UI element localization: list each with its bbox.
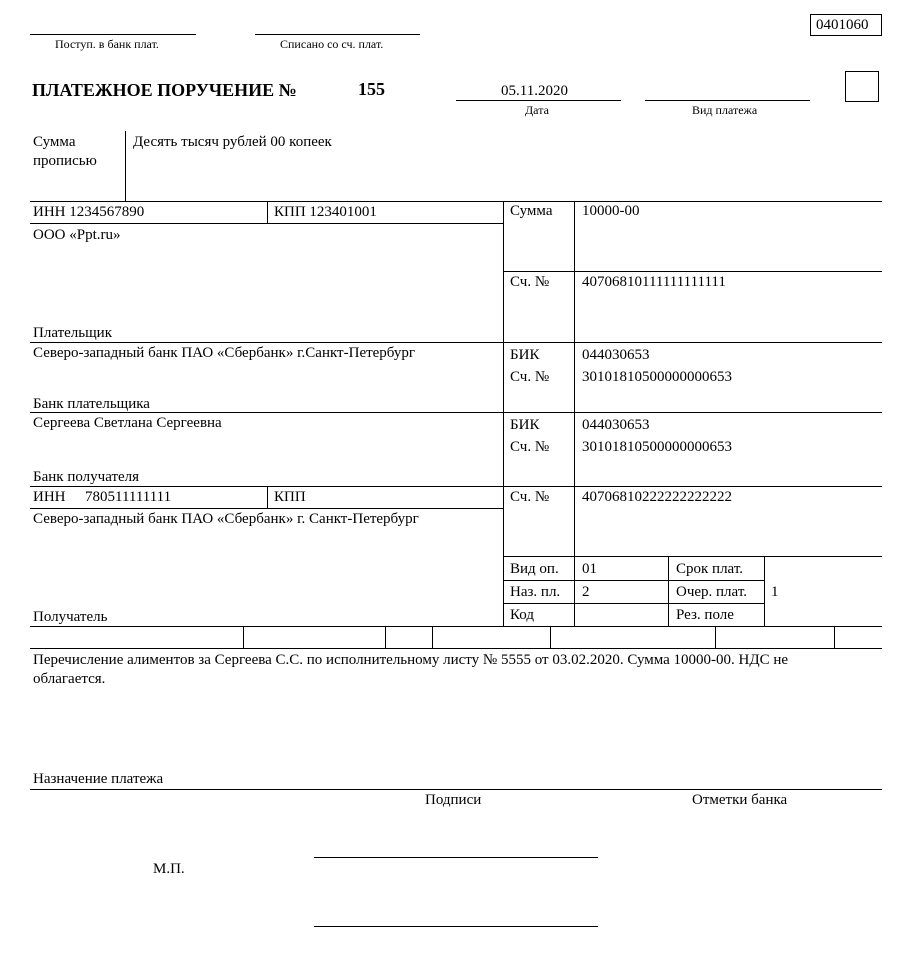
recipient-bank-account-label: Сч. № — [510, 439, 550, 455]
code-label: Код — [510, 607, 534, 623]
recipient-bank-bik: 044030653 — [582, 417, 650, 433]
signature-line-1 — [314, 857, 598, 858]
op-type-value: 01 — [582, 561, 597, 577]
payer-bank-bik-label: БИК — [510, 347, 540, 363]
amount-words-label-1: Сумма — [33, 134, 76, 150]
term-label: Срок плат. — [676, 561, 744, 577]
bank-received-label: Поступ. в банк плат. — [55, 37, 159, 51]
stamp-label: М.П. — [153, 861, 185, 877]
debited-label: Списано со сч. плат. — [280, 37, 384, 51]
bank-received-line — [30, 34, 196, 35]
grid-line-top — [30, 201, 882, 202]
recipient-inn: 780511111111 — [85, 489, 172, 505]
tax-field-bottom — [30, 648, 882, 649]
grid-line-inn-bottom — [30, 223, 503, 224]
amount-words-value: Десять тысяч рублей 00 копеек — [133, 134, 332, 150]
payer-bank-label: Банк плательщика — [33, 396, 150, 412]
payment-type-label: Вид платежа — [692, 103, 758, 117]
bank-marks-label: Отметки банка — [692, 792, 788, 808]
grid-inn-kpp-divider — [267, 201, 268, 223]
payer-inn: ИНН 1234567890 — [33, 204, 145, 220]
payer-label: Плательщик — [33, 325, 112, 341]
tax-field-divider-2 — [385, 626, 386, 648]
debited-line — [255, 34, 420, 35]
payer-account-label: Сч. № — [510, 274, 550, 290]
grid-line-codes-top — [503, 556, 882, 557]
grid-line-recipient-bank-bottom — [30, 486, 882, 487]
form-code: 0401060 — [816, 17, 869, 33]
payer-bank-name: Северо-западный банк ПАО «Сбербанк» г.Санкт-Петербург — [33, 345, 416, 361]
recipient-account: 40706810222222222222 — [582, 489, 732, 505]
recipient-inn-label: ИНН — [33, 489, 66, 505]
document-date: 05.11.2020 — [501, 83, 568, 99]
date-label: Дата — [525, 103, 549, 117]
payer-account: 40706810111111111111 — [582, 274, 726, 290]
grid-line-payer-bottom — [30, 342, 882, 343]
tax-field-divider-5 — [715, 626, 716, 648]
date-line — [456, 100, 621, 101]
recipient-bank-name: Сергеева Светлана Сергеевна — [33, 415, 222, 431]
recipient-bank-bik-label: БИК — [510, 417, 540, 433]
payment-type-line — [645, 100, 810, 101]
grid-line-amount-bottom — [503, 271, 882, 272]
tax-field-divider-6 — [834, 626, 835, 648]
payer-bank-account-label: Сч. № — [510, 369, 550, 385]
purpose-label: Назначение платежа — [33, 771, 164, 787]
purpose-type-label: Наз. пл. — [510, 584, 561, 600]
signatures-label: Подписи — [425, 792, 482, 808]
grid-line-payer-bank-bottom — [30, 412, 882, 413]
status-box — [845, 71, 879, 102]
signature-line-2 — [314, 926, 598, 927]
recipient-name: Северо-западный банк ПАО «Сбербанк» г. Санкт-Петербург — [33, 511, 419, 527]
priority-value: 1 — [771, 584, 779, 600]
recipient-label: Получатель — [33, 609, 108, 625]
grid-line-bottom — [30, 626, 882, 627]
recipient-account-label: Сч. № — [510, 489, 550, 505]
grid-value-divider — [574, 201, 575, 626]
grid-codes-divider-2 — [764, 556, 765, 626]
grid-recipient-inn-kpp-divider — [267, 486, 268, 508]
payer-kpp: КПП 123401001 — [274, 204, 377, 220]
grid-line-codes-row2 — [503, 603, 765, 604]
payer-bank-account: 30101810500000000653 — [582, 369, 732, 385]
grid-line-recipient-inn-bottom — [30, 508, 503, 509]
tax-field-divider-3 — [432, 626, 433, 648]
amount-value: 10000-00 — [582, 203, 640, 219]
tax-field-divider-4 — [550, 626, 551, 648]
amount-words-divider — [125, 131, 126, 201]
op-type-label: Вид оп. — [510, 561, 559, 577]
payer-bank-bik: 044030653 — [582, 347, 650, 363]
recipient-bank-account: 30101810500000000653 — [582, 439, 732, 455]
purpose-text-line-1: Перечисление алиментов за Сергеева С.С. по исполнительному листу № 5555 от 03.02.2020. Сумма 10000-00. НДС не — [33, 652, 789, 668]
document-title: ПЛАТЕЖНОЕ ПОРУЧЕНИЕ № — [32, 80, 297, 100]
amount-words-label-2: прописью — [33, 153, 97, 169]
payer-name: ООО «Ppt.ru» — [33, 227, 121, 243]
grid-main-divider — [503, 201, 504, 626]
recipient-kpp-label: КПП — [274, 489, 306, 505]
tax-field-divider-1 — [243, 626, 244, 648]
grid-codes-divider-1 — [668, 556, 669, 626]
amount-label: Сумма — [510, 203, 553, 219]
reserve-label: Рез. поле — [676, 607, 734, 623]
purpose-type-value: 2 — [582, 584, 590, 600]
purpose-bottom-line — [30, 789, 882, 790]
purpose-text-line-2: облагается. — [33, 671, 106, 687]
document-number: 155 — [358, 79, 385, 99]
priority-label: Очер. плат. — [676, 584, 747, 600]
recipient-bank-label: Банк получателя — [33, 469, 140, 485]
grid-line-codes-row1 — [503, 580, 765, 581]
